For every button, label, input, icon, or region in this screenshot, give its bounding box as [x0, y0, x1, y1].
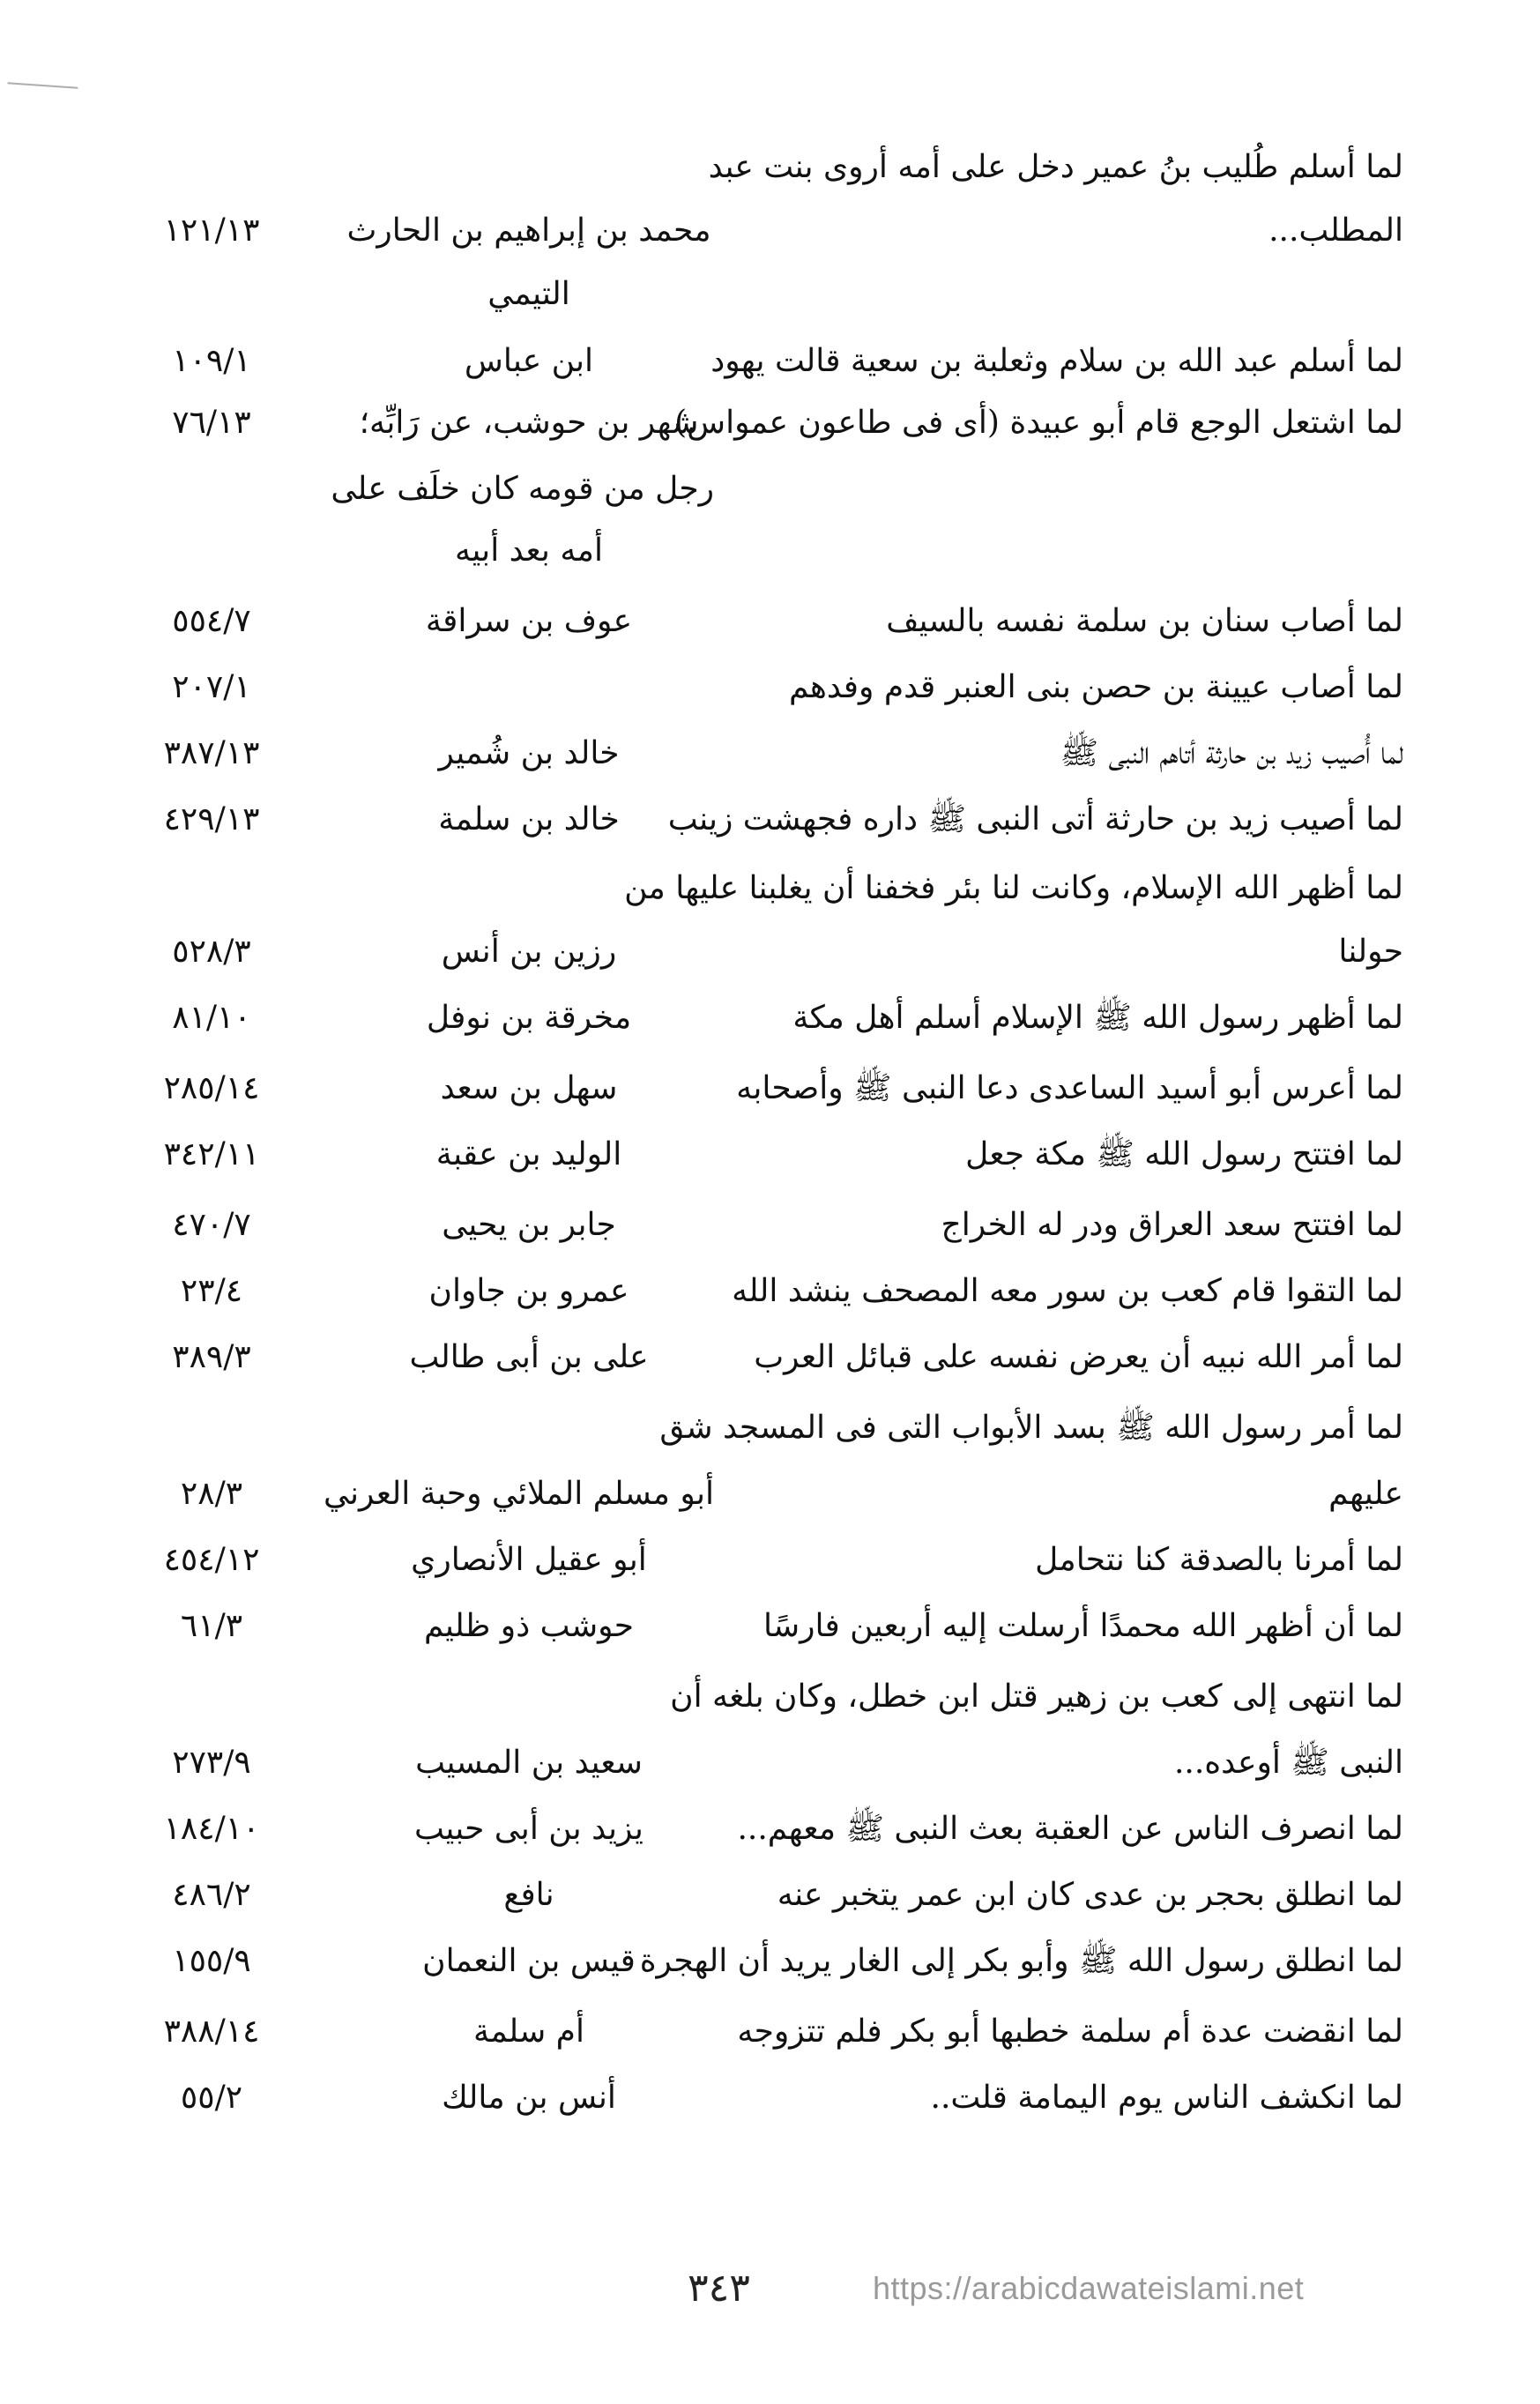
narrator: يزيد بن أبى حبيب	[414, 1811, 644, 1847]
hadith-text: لما أسلم طُليب بنُ عمير دخل على أمه أروى بنت عبد	[708, 149, 1403, 185]
narrator: أنس بن مالك	[442, 2080, 616, 2116]
reference: ٧٦/١٣	[172, 405, 251, 441]
index-row	[0, 1120, 1540, 1190]
narrator: أبو عقيل الأنصاري	[411, 1542, 647, 1578]
index-row	[0, 917, 1540, 987]
reference: ٨١/١٠	[172, 1000, 251, 1036]
hadith-text: لما أسلم عبد الله بن سلام وثعلبة بن سعية قالت يهود	[710, 343, 1403, 379]
reference: ١٠٩/١	[172, 343, 251, 379]
hadith-text: لما افتتح رسول الله ﷺ مكة جعل	[965, 1136, 1403, 1172]
reference: ١٨٤/١٠	[163, 1811, 260, 1847]
narrator: على بن أبى طالب	[409, 1339, 649, 1375]
narrator: محمد بن إبراهيم بن الحارث	[346, 212, 711, 249]
reference: ٣٨٧/١٣	[163, 735, 260, 771]
reference: ٢٣/٤	[180, 1273, 243, 1309]
reference: ٦١/٣	[180, 1608, 243, 1644]
narrator: مخرقة بن نوفل	[426, 1000, 632, 1036]
reference: ٢٧٣/٩	[172, 1745, 251, 1781]
reference: ٣٨٩/٣	[172, 1339, 251, 1375]
reference: ١٥٥/٩	[172, 1943, 251, 1979]
hadith-text: لما انصرف الناس عن العقبة بعث النبى ﷺ معهم...	[737, 1811, 1403, 1847]
narrator: سعيد بن المسيب	[415, 1745, 643, 1781]
hadith-text: النبى ﷺ أوعده...	[1173, 1745, 1403, 1781]
index-row	[0, 1926, 1540, 1997]
hadith-text: لما أن أظهر الله محمدًا أرسلت إليه أربعين فارسًا	[763, 1608, 1403, 1644]
reference: ١٢١/١٣	[163, 212, 260, 249]
reference: ٢٨٥/١٤	[163, 1070, 260, 1106]
index-row	[0, 388, 1540, 458]
index-row	[0, 1728, 1540, 1798]
index-row	[0, 1860, 1540, 1931]
narrator: عمرو بن جاوان	[428, 1273, 629, 1309]
narrator: رجل من قومه كان خلَف على	[331, 471, 714, 507]
narrator: رزين بن أنس	[441, 934, 617, 970]
narrator: شهر بن حوشب، عن رَابِّه؛	[359, 405, 699, 441]
narrator: ابن عباس	[464, 343, 594, 379]
reference: ٢٠٧/١	[172, 669, 251, 705]
index-row	[0, 1525, 1540, 1596]
index-row	[0, 259, 1540, 330]
narrator: جابر بن يحيى	[442, 1207, 616, 1243]
hadith-text: لما أظهر رسول الله ﷺ الإسلام أسلم أهل مكة	[792, 1000, 1403, 1036]
hadith-text: لما أُصيب زيد بن حارثة أتاهم النبى ﷺ	[1060, 735, 1403, 771]
hadith-text: المطلب...	[1268, 212, 1403, 249]
hadith-text: عليهم	[1328, 1476, 1403, 1512]
reference: ٤٢٩/١٣	[163, 801, 260, 837]
index-row	[0, 2063, 1540, 2133]
hadith-text: لما أعرس أبو أسيد الساعدى دعا النبى ﷺ وأصحابه	[736, 1070, 1403, 1106]
reference: ٤٨٦/٢	[172, 1877, 251, 1913]
hadith-text: لما أمر رسول الله ﷺ بسد الأبواب التى فى المسجد شق	[659, 1410, 1403, 1446]
reference: ٥٥/٢	[180, 2080, 243, 2116]
reference: ٣٤٢/١١	[163, 1136, 260, 1172]
index-row	[0, 983, 1540, 1053]
hadith-text: حولنا	[1338, 934, 1403, 970]
index-row	[0, 1794, 1540, 1864]
hadith-text: لما التقوا قام كعب بن سور معه المصحف ينشد الله	[732, 1273, 1403, 1309]
hadith-text: لما أصيب زيد بن حارثة أتى النبى ﷺ داره فجهشت زينب	[667, 801, 1403, 837]
index-row	[0, 1190, 1540, 1261]
hadith-text: لما أمر الله نبيه أن يعرض نفسه على قبائل العرب	[754, 1339, 1403, 1375]
index-row	[0, 132, 1540, 203]
index-row	[0, 1459, 1540, 1529]
narrator: الوليد بن عقبة	[435, 1136, 622, 1172]
index-row	[0, 454, 1540, 525]
page-number: ٣٤٣	[688, 2266, 750, 2311]
index-row	[0, 1662, 1540, 1732]
narrator: أبو مسلم الملائي وحبة العرني	[324, 1476, 714, 1512]
index-row	[0, 1256, 1540, 1327]
index-row	[0, 586, 1540, 657]
hadith-text: لما افتتح سعد العراق ودر له الخراج	[941, 1207, 1403, 1243]
narrator: قيس بن النعمان	[422, 1943, 636, 1979]
index-row	[0, 196, 1540, 266]
hadith-text: لما انكشف الناس يوم اليمامة قلت..	[930, 2080, 1403, 2116]
index-row	[0, 1322, 1540, 1393]
narrator: أم سلمة	[473, 2013, 584, 2050]
narrator: أمه بعد أبيه	[455, 532, 603, 569]
scan-artifact	[7, 82, 78, 100]
index-row	[0, 1591, 1540, 1662]
hadith-text: لما أظهر الله الإسلام، وكانت لنا بئر فخفنا أن يغلبنا عليها من	[624, 870, 1403, 906]
hadith-text: لما انطلق رسول الله ﷺ وأبو بكر إلى الغار يريد أن الهجرة	[639, 1943, 1403, 1979]
index-row	[0, 1393, 1540, 1463]
watermark-url: https://arabicdawateislami.net	[873, 2270, 1305, 2306]
narrator: حوشب ذو ظليم	[423, 1608, 635, 1644]
hadith-text: لما أمرنا بالصدقة كنا نتحامل	[1035, 1542, 1403, 1578]
index-row	[0, 326, 1540, 397]
hadith-text: لما أصاب عيينة بن حصن بنى العنبر قدم وفدهم	[788, 669, 1403, 705]
hadith-text: لما اشتعل الوجع قام أبو عبيدة (أى فى طاعون عمواس)	[674, 405, 1403, 441]
narrator: خالد بن شُمير	[438, 735, 620, 771]
reference: ٤٧٠/٧	[172, 1207, 251, 1243]
hadith-text: لما أصاب سنان بن سلمة نفسه بالسيف	[886, 603, 1403, 639]
index-row	[0, 718, 1540, 789]
hadith-text: لما انتهى إلى كعب بن زهير قتل ابن خطل، وكان بلغه أن	[670, 1678, 1403, 1715]
reference: ٤٥٤/١٢	[163, 1542, 260, 1578]
reference: ٣٨٨/١٤	[163, 2013, 260, 2050]
narrator: سهل بن سعد	[440, 1070, 618, 1106]
narrator: خالد بن سلمة	[438, 801, 620, 837]
index-row	[0, 652, 1540, 723]
index-row	[0, 516, 1540, 586]
index-row	[0, 853, 1540, 924]
index-row	[0, 1997, 1540, 2067]
hadith-text: لما انقضت عدة أم سلمة خطبها أبو بكر فلم تتزوجه	[737, 2013, 1403, 2050]
narrator: نافع	[503, 1877, 554, 1913]
narrator: عوف بن سراقة	[425, 603, 633, 639]
reference: ٢٨/٣	[180, 1476, 243, 1512]
reference: ٥٥٤/٧	[172, 603, 251, 639]
index-row	[0, 785, 1540, 855]
narrator: التيمي	[487, 276, 570, 312]
reference: ٥٢٨/٣	[172, 934, 251, 970]
hadith-text: لما انطلق بحجر بن عدى كان ابن عمر يتخبر عنه	[777, 1877, 1403, 1913]
index-row	[0, 1053, 1540, 1124]
